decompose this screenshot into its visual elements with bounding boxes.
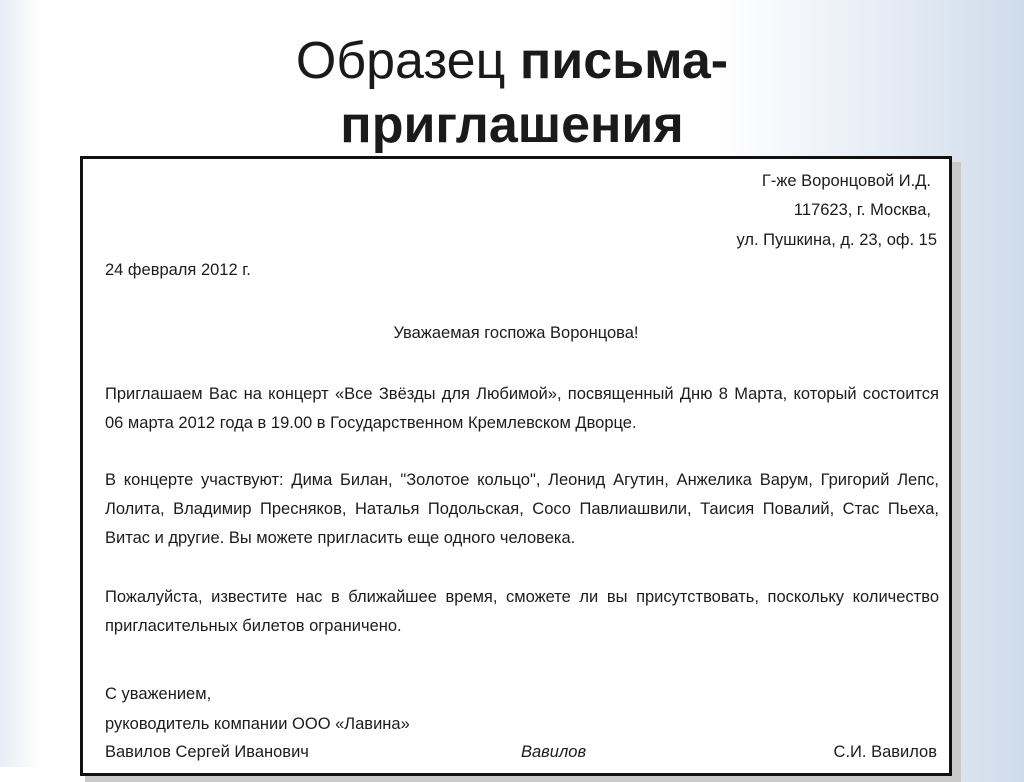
slide-title-line-1 [0, 30, 1024, 92]
title-word-sample: Образец [295, 32, 506, 90]
paragraph-invitation: Приглашаем Вас на концерт «Все Звёзды для Любимой», посвященный Дню 8 Марта, который состоится 06 марта 2012 года в 19.00 в Государственном Кремлевском Дворце. [105, 385, 939, 432]
signer-full-name: Вавилов Сергей Иванович [105, 743, 309, 761]
recipient-address-street: ул. Пушкина, д. 23, оф. 15 [736, 231, 937, 249]
handwritten-signature: Вавилов [521, 743, 587, 761]
paragraph-request: Пожалуйста, известите нас в ближайшее время, сможете ли вы присутствовать, поскольку количество пригласительных билетов ограничено. [105, 588, 939, 635]
signer-position: руководитель компании ООО «Лавина» [105, 715, 410, 733]
letter-date: 24 февраля 2012 г. [105, 261, 251, 279]
recipient-name: Г-же Воронцовой И.Д. [761, 172, 931, 190]
salutation: Уважаемая госпожа Воронцова! [393, 324, 639, 342]
title-word-letter: письма- [519, 32, 729, 90]
closing-phrase: С уважением, [105, 685, 212, 703]
letter-sheet [80, 156, 952, 776]
signer-initials: С.И. Вавилов [833, 743, 937, 761]
recipient-address-city: 117623, г. Москва, [793, 201, 931, 219]
slide-title-line-2: приглашения [340, 96, 684, 154]
paragraph-participants: В концерте участвуют: Дима Билан, "Золотое кольцо", Леонид Агутин, Анжелика Варум, Григорий Лепс, Лолита, Владимир Пресняков, Наталья Подольская, Сосо Павлиашвили, Таисия Повалий, Стас Пьеха, Витас и другие. Вы можете пригласить еще одного человека. [105, 471, 939, 547]
